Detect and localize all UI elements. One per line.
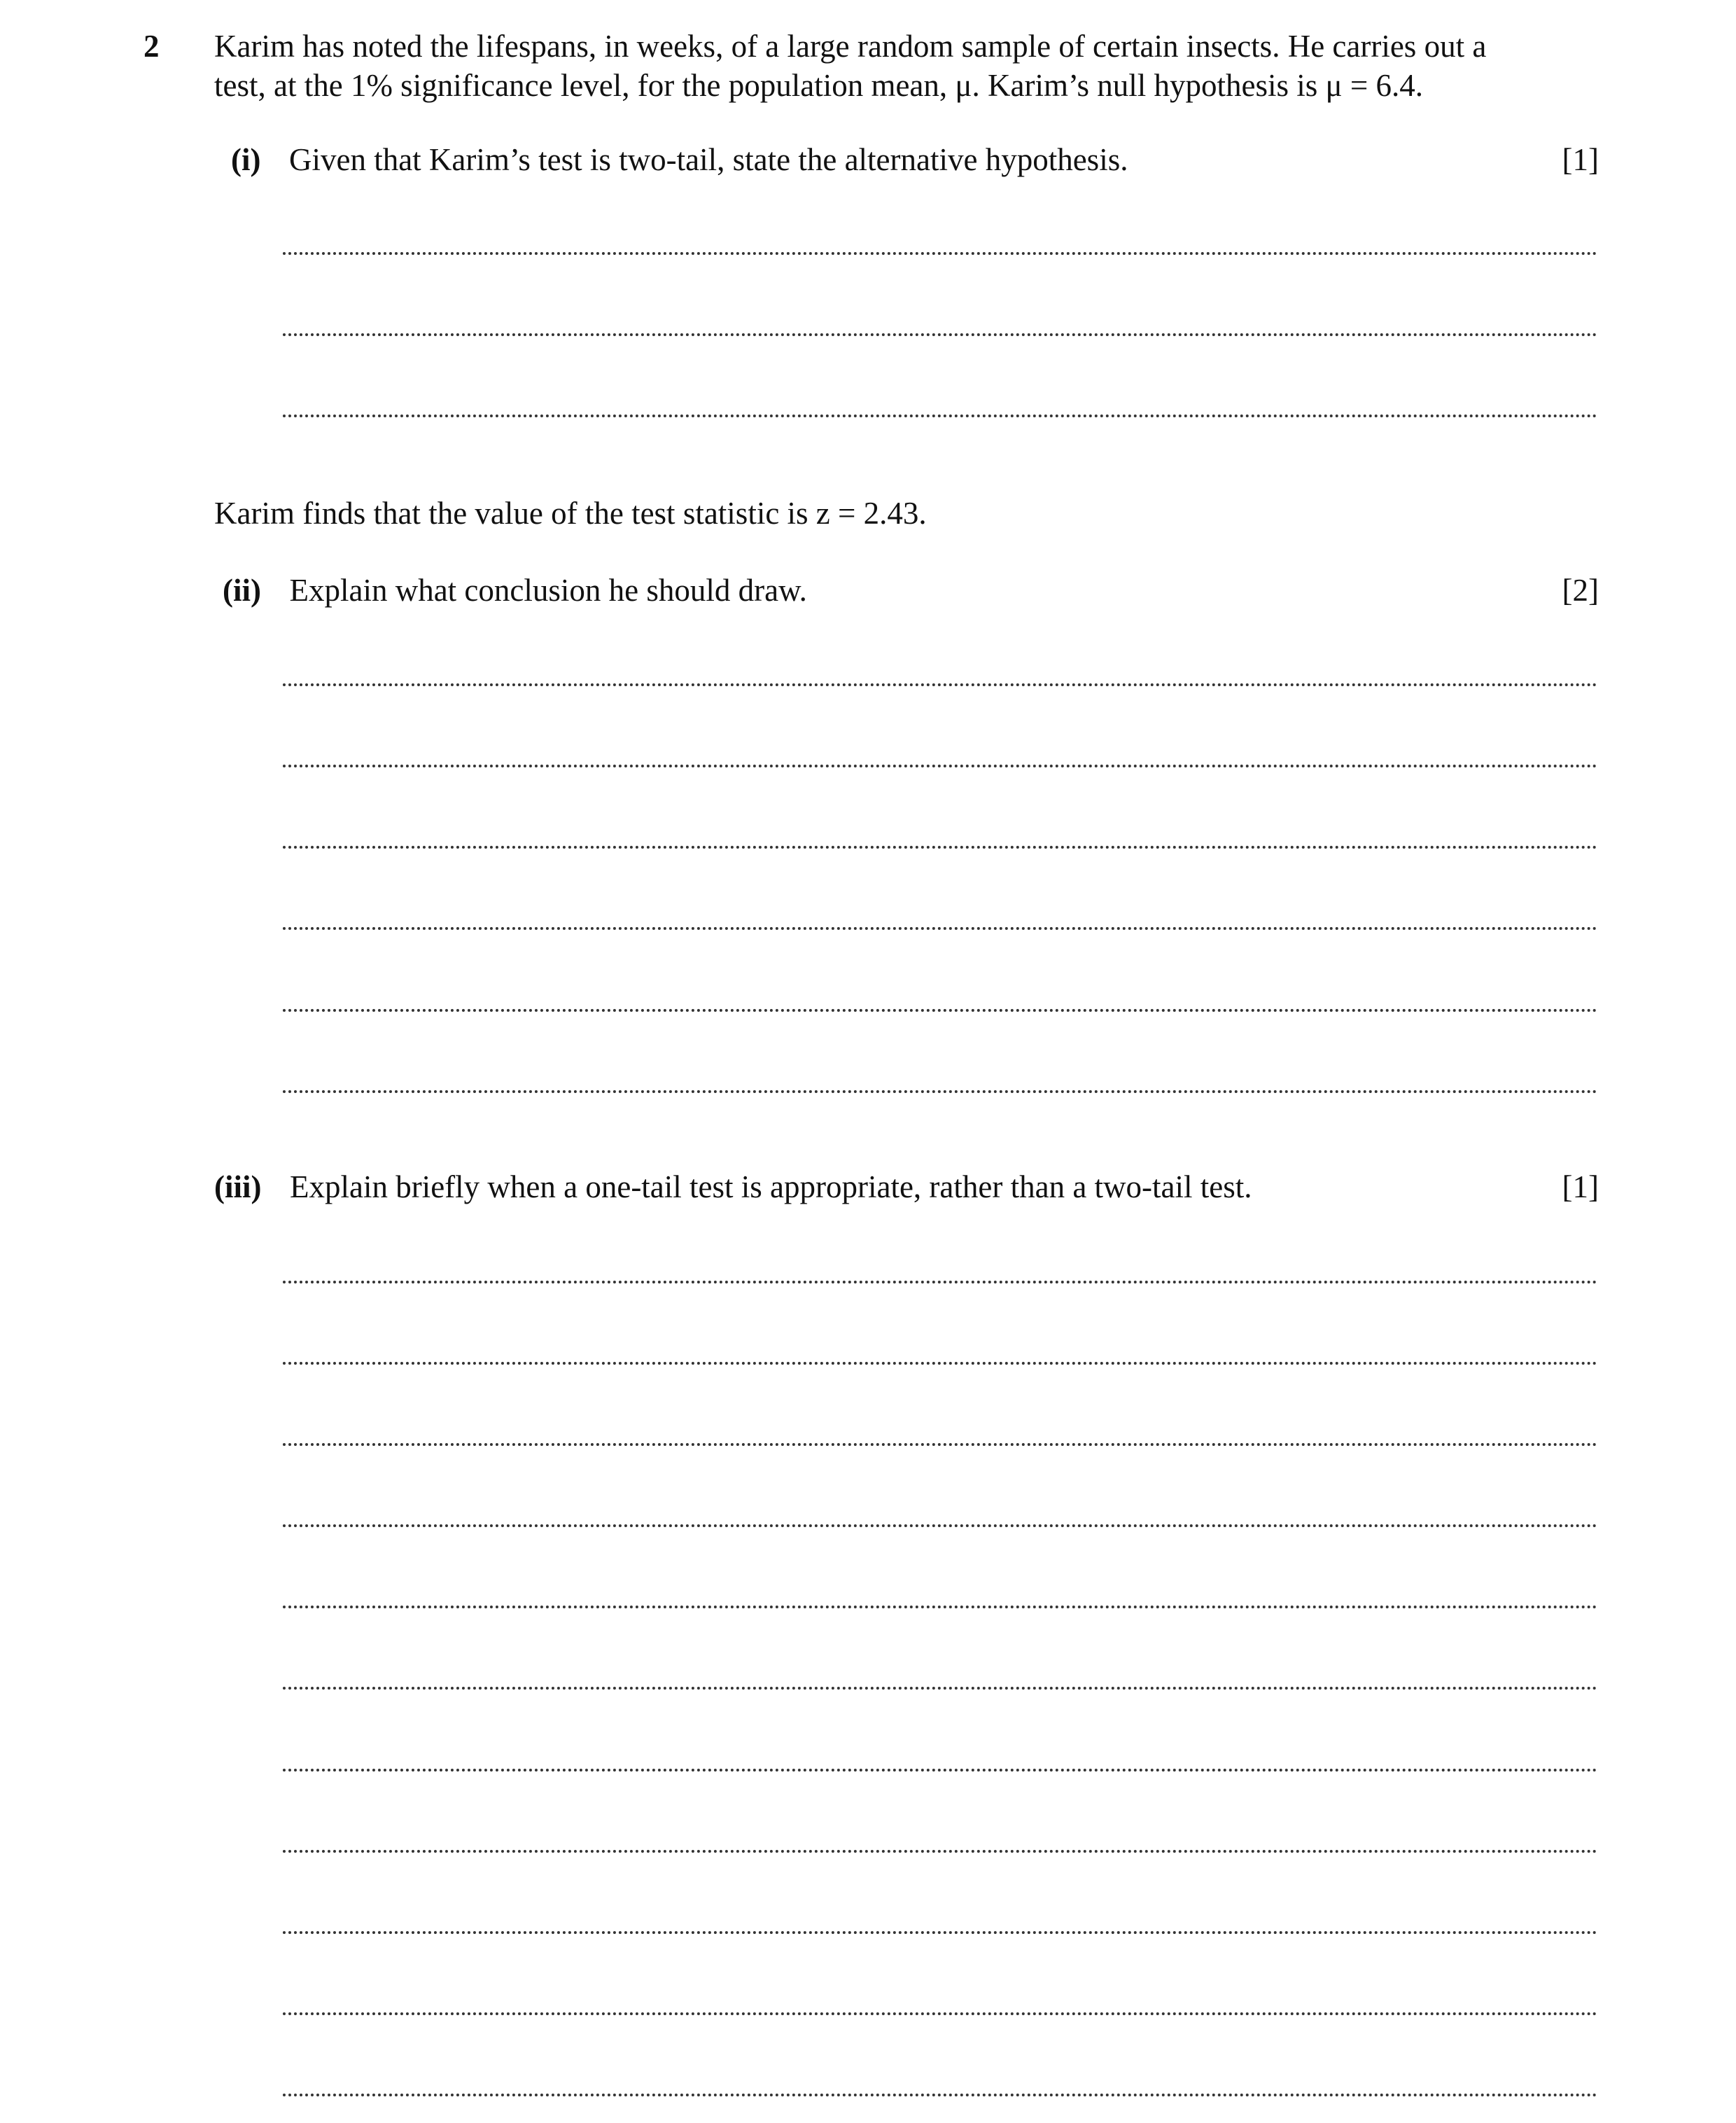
answer-line-iii-3[interactable] xyxy=(283,1443,1597,1446)
part-iii-label: (iii) xyxy=(214,1169,262,1204)
part-ii-prompt xyxy=(223,571,807,610)
answer-line-i-3[interactable] xyxy=(283,415,1597,417)
part-iii-prompt xyxy=(214,1167,1252,1206)
answer-line-i-2[interactable] xyxy=(283,333,1597,336)
part-i-label: (i) xyxy=(231,142,261,177)
part-ii-label: (ii) xyxy=(223,573,261,608)
intro-line-2: test, at the 1% significance level, for the population mean, μ. Karim’s null hypothesis is μ = 6.4. xyxy=(214,68,1424,103)
test-statistic-statement: Karim finds that the value of the test statistic is z = 2.43. xyxy=(214,496,927,531)
answer-line-iii-7[interactable] xyxy=(283,1769,1597,1772)
answer-line-ii-4[interactable] xyxy=(283,927,1597,930)
answer-line-iii-11[interactable] xyxy=(283,2094,1597,2096)
part-iii-marks: [1] xyxy=(1562,1169,1599,1204)
part-i-text: Given that Karim’s test is two-tail, state the alternative hypothesis. xyxy=(288,142,1128,177)
answer-line-ii-3[interactable] xyxy=(283,846,1597,849)
answer-line-i-1[interactable] xyxy=(283,252,1597,255)
answer-line-ii-5[interactable] xyxy=(283,1009,1597,1012)
question-number: 2 xyxy=(144,29,160,64)
answer-line-ii-6[interactable] xyxy=(283,1090,1597,1093)
intro-line-1: Karim has noted the lifespans, in weeks, of a large random sample of certain insects. He carries out a xyxy=(214,29,1487,64)
answer-line-ii-1[interactable] xyxy=(283,683,1597,686)
answer-line-iii-1[interactable] xyxy=(283,1281,1597,1283)
answer-line-iii-10[interactable] xyxy=(283,2012,1597,2015)
answer-line-iii-9[interactable] xyxy=(283,1931,1597,1934)
part-i-prompt xyxy=(231,140,1128,179)
part-i-marks: [1] xyxy=(1562,142,1599,177)
answer-line-iii-4[interactable] xyxy=(283,1524,1597,1527)
question-intro xyxy=(214,27,1600,105)
answer-line-iii-8[interactable] xyxy=(283,1850,1597,1853)
part-ii-text: Explain what conclusion he should draw. xyxy=(289,573,807,608)
part-ii-marks: [2] xyxy=(1562,573,1599,608)
answer-line-iii-2[interactable] xyxy=(283,1362,1597,1365)
answer-line-iii-6[interactable] xyxy=(283,1687,1597,1690)
answer-line-ii-2[interactable] xyxy=(283,765,1597,767)
part-iii-text: Explain briefly when a one-tail test is appropriate, rather than a two-tail test. xyxy=(289,1169,1252,1204)
answer-line-iii-5[interactable] xyxy=(283,1606,1597,1608)
